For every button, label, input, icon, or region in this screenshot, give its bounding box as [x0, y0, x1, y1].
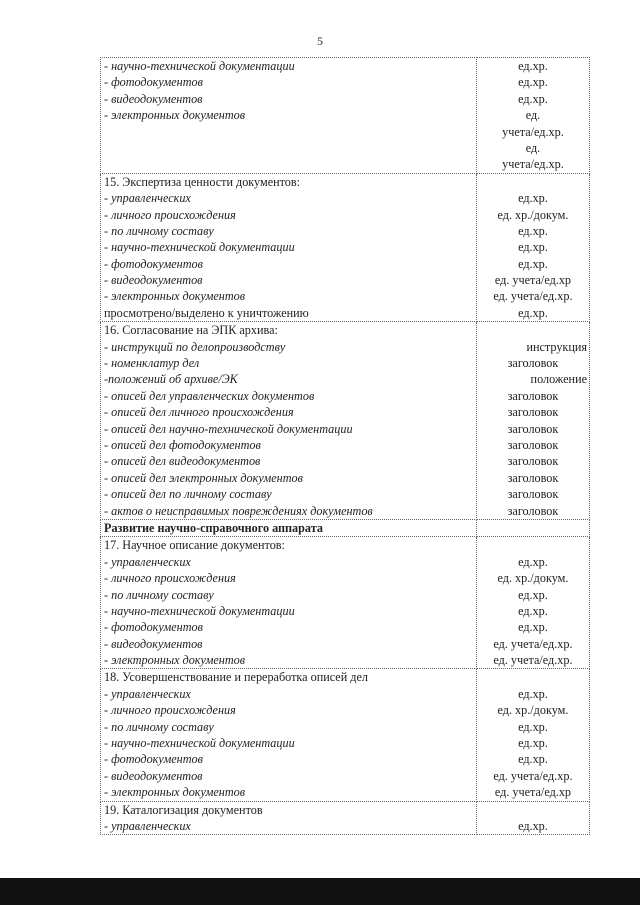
unit-line: ед.хр.	[518, 305, 548, 320]
unit-line: ед.хр.	[518, 75, 548, 90]
item-line: - фотодокументов	[104, 752, 203, 767]
item-line: - по личному составу	[104, 223, 214, 238]
unit-line: ед. учета/ед.хр	[494, 273, 572, 288]
item-line: - управленческих	[104, 554, 191, 569]
item-line: - видеодокументов	[104, 768, 203, 783]
unit-line: заголовок	[507, 405, 559, 420]
item-cell	[101, 669, 477, 801]
unit-line	[477, 802, 589, 818]
unit-line: ед. учета/ед.хр.	[493, 653, 573, 668]
unit-line: ед.хр.	[518, 736, 548, 751]
unit-line: ед. учета/ед.хр	[494, 785, 572, 800]
unit-line: ед.хр.	[518, 91, 548, 106]
item-line: - по личному составу	[104, 719, 214, 734]
unit-line	[477, 520, 589, 536]
unit-line: ед. учета/ед.хр.	[493, 768, 573, 783]
item-line: - описей дел по личному составу	[104, 487, 272, 502]
table-row	[101, 322, 590, 520]
item-line: 19. Каталогизация документов	[104, 802, 263, 817]
unit-line	[477, 322, 589, 338]
unit-cell	[476, 801, 589, 835]
item-line: - инструкций по делопроизводству	[104, 339, 286, 354]
item-line: - электронных документов	[104, 785, 246, 800]
unit-line: учета/ед.хр.	[502, 124, 564, 139]
item-line: - фотодокументов	[104, 256, 203, 271]
table-body	[101, 58, 590, 835]
item-cell	[101, 801, 477, 835]
unit-line: ед.хр.	[518, 256, 548, 271]
item-line: - научно-технической документации	[104, 736, 295, 751]
item-line: 18. Усовершенствование и переработка описей дел	[104, 670, 368, 685]
scan-edge-bar	[0, 878, 640, 905]
item-cell	[101, 537, 477, 669]
unit-line: ед. учета/ед.хр.	[493, 289, 573, 304]
item-line: - управленческих	[104, 818, 191, 833]
unit-line: ед. хр./докум.	[497, 571, 569, 586]
unit-line: ед.хр.	[518, 752, 548, 767]
unit-line	[477, 174, 589, 190]
unit-line: заголовок	[507, 388, 559, 403]
unit-line: заголовок	[507, 470, 559, 485]
item-line: - описей дел видеодокументов	[104, 454, 261, 469]
unit-cell	[476, 537, 589, 669]
item-cell	[101, 173, 477, 322]
unit-line: ед.	[525, 140, 541, 155]
item-line: - управленческих	[104, 191, 191, 206]
item-line: - описей дел электронных документов	[104, 470, 303, 485]
item-line: - управленческих	[104, 686, 191, 701]
item-line: - личного происхождения	[104, 207, 236, 222]
unit-line: заголовок	[507, 356, 559, 371]
unit-line: ед.хр.	[518, 603, 548, 618]
item-line: 15. Экспертиза ценности документов:	[104, 174, 301, 189]
item-line: - личного происхождения	[104, 703, 236, 718]
unit-line: ед. хр./докум.	[497, 207, 569, 222]
item-cell	[101, 322, 477, 520]
unit-line: ед. учета/ед.хр.	[493, 636, 573, 651]
unit-cell	[476, 173, 589, 322]
item-line: - электронных документов	[104, 289, 246, 304]
item-line: - актов о неисправимых повреждениях документов	[104, 503, 373, 518]
unit-line: ед.хр.	[518, 719, 548, 734]
item-line: - научно-технической документации	[104, 603, 295, 618]
unit-line	[477, 537, 589, 553]
unit-line: ед.хр.	[518, 59, 548, 73]
unit-line: заголовок	[507, 454, 559, 469]
item-line: - научно-технической документации	[104, 59, 295, 73]
item-line: - научно-технической документации	[104, 240, 295, 255]
unit-line: ед.хр.	[518, 818, 548, 833]
unit-line: ед.хр.	[518, 191, 548, 206]
unit-line: ед.хр.	[518, 223, 548, 238]
unit-line: заголовок	[507, 421, 559, 436]
unit-line: учета/ед.хр.	[502, 157, 564, 172]
table-row	[101, 173, 590, 322]
table-row	[101, 537, 590, 669]
unit-line: заголовок	[507, 487, 559, 502]
item-cell	[101, 519, 477, 536]
item-line: - описей дел научно-технической документации	[104, 421, 353, 436]
table-row	[101, 519, 590, 536]
unit-line: ед.хр.	[518, 686, 548, 701]
unit-cell	[476, 519, 589, 536]
unit-line: ед.хр.	[518, 554, 548, 569]
table-row	[101, 58, 590, 174]
item-line: - электронных документов	[104, 108, 246, 123]
unit-line: ед. хр./докум.	[497, 703, 569, 718]
item-line: 17. Научное описание документов:	[104, 538, 285, 553]
page-number: 5	[317, 34, 323, 48]
item-line: - электронных документов	[104, 653, 246, 668]
section-heading: Развитие научно-справочного аппарата	[104, 520, 323, 535]
item-cell	[101, 58, 477, 174]
unit-line: ед.хр.	[518, 587, 548, 602]
unit-cell	[476, 669, 589, 801]
item-line: - описей дел личного происхождения	[104, 405, 294, 420]
unit-line: положение	[530, 372, 587, 387]
item-line: - видеодокументов	[104, 636, 203, 651]
item-line: 16. Согласование на ЭПК архива:	[104, 323, 278, 338]
unit-cell	[476, 58, 589, 174]
unit-line: ед.	[525, 108, 541, 123]
item-line: - номенклатур дел	[104, 356, 200, 371]
item-line: - видеодокументов	[104, 91, 203, 106]
item-line: - личного происхождения	[104, 571, 236, 586]
document-table	[100, 57, 590, 835]
unit-cell	[476, 322, 589, 520]
table-row	[101, 669, 590, 801]
item-line: - видеодокументов	[104, 273, 203, 288]
item-line: -положений об архиве/ЭК	[104, 372, 238, 387]
item-line: - описей дел фотодокументов	[104, 437, 261, 452]
unit-line: ед.хр.	[518, 620, 548, 635]
item-line: - фотодокументов	[104, 75, 203, 90]
unit-line: заголовок	[507, 503, 559, 518]
unit-line: ед.хр.	[518, 240, 548, 255]
item-line: просмотрено/выделено к уничтожению	[104, 305, 309, 320]
unit-line: заголовок	[507, 437, 559, 452]
unit-line	[477, 669, 589, 685]
item-line: - фотодокументов	[104, 620, 203, 635]
item-line: - по личному составу	[104, 587, 214, 602]
item-line: - описей дел управленческих документов	[104, 388, 315, 403]
table-row	[101, 801, 590, 835]
unit-line: инструкция	[526, 339, 587, 354]
